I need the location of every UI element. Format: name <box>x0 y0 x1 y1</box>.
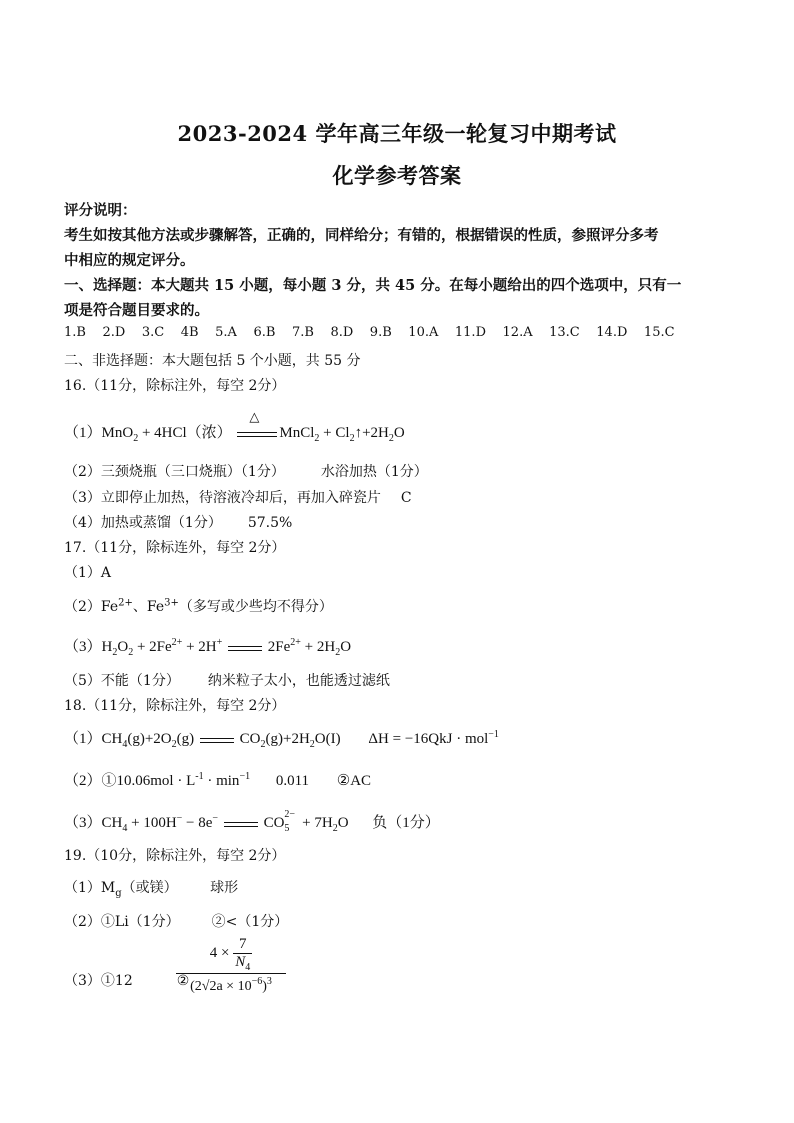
answer-text: （4）加热或蒸馏（1分） <box>64 515 222 531</box>
formula-text: O <box>340 639 352 655</box>
part1-heading-line1: 一、选择题：本大题共 15 小题，每小题 3 分，共 45 分。在每小题给出的四个选项中，只有一 <box>64 277 682 294</box>
rate-text: · min <box>203 773 240 789</box>
subscript: 2 <box>112 647 118 658</box>
formula-text: CH <box>101 731 123 747</box>
answer-text: （2）①Li（1分） <box>64 914 180 930</box>
q19-header: 19.（10分，除标注外，每空 2分） <box>64 848 286 864</box>
answer-title: 化学参考答案 <box>332 163 462 188</box>
q16-answer-1 <box>64 408 734 444</box>
formula-text: N <box>235 954 246 970</box>
formula-text: + 4HCl（浓） <box>138 425 232 441</box>
choice-answers <box>64 325 734 340</box>
formula-text: (g)+2H <box>265 731 310 747</box>
equals-sign <box>224 817 258 831</box>
subscript: 2 <box>128 647 134 658</box>
density-fraction <box>176 936 286 995</box>
formula-text: 4 × <box>209 944 230 961</box>
enthalpy-change: ΔH = −16QkJ · mol <box>368 731 489 747</box>
formula-text: O <box>337 815 349 831</box>
inner-fraction <box>233 936 252 971</box>
equals-sign <box>228 641 262 655</box>
subscript: 2 <box>349 433 355 444</box>
scoring-desc-line2: 中相应的规定评分。 <box>64 252 195 269</box>
answer-item: 5.A <box>215 325 237 340</box>
answer-text: （3）立即停止加热，待溶液冷却后，再加入碎瓷片 <box>64 490 381 506</box>
formula-text: − 8e <box>182 815 213 831</box>
item-number: （1） <box>64 731 102 747</box>
answer-item: 14.D <box>596 325 628 340</box>
answer-marker: ② <box>176 973 190 989</box>
q17-header: 17.（11分，除标连外，每空 2分） <box>64 540 286 556</box>
subscript: 2 <box>332 823 338 834</box>
formula-text: + Cl <box>319 425 350 441</box>
formula-text: O <box>393 425 405 441</box>
fraction-numerator <box>176 936 286 974</box>
superscript: 3+ <box>164 597 179 609</box>
q18-header: 18.（11分，除标注外，每空 2分） <box>64 698 286 714</box>
formula-text: + 2H <box>182 639 217 655</box>
superscript: + <box>216 637 223 648</box>
inner-denominator <box>233 954 252 971</box>
answer-item: 15.C <box>643 325 675 340</box>
answer-item: 8.D <box>330 325 354 340</box>
part2-heading: 二、非选择题：本大题包括 5 个小题，共 55 分 <box>64 353 361 369</box>
answer-item: 12.A <box>502 325 533 340</box>
answer-text: 球形 <box>210 880 239 896</box>
subscript: 2 <box>388 433 394 444</box>
scoring-desc-line1: 考生如按其他方法或步骤解答，正确的，同样给分；有错的，根据错误的性质，参照评分多考 <box>64 227 659 244</box>
part1-heading-line2: 项是符合题目要求的。 <box>64 302 209 319</box>
formula-text: ) <box>262 979 267 994</box>
answer-text: （或镁） <box>121 880 178 896</box>
item-number: （1） <box>64 425 102 441</box>
formula-text: CO <box>239 731 261 747</box>
answer-item: 6.B <box>253 325 276 340</box>
superscript: 2+ <box>171 637 183 648</box>
subscript: 4 <box>122 739 128 750</box>
formula-text: ↑+2H <box>354 425 389 441</box>
superscript: − <box>176 813 183 824</box>
superscript: -1 <box>195 771 204 782</box>
superscript: − <box>212 813 219 824</box>
answer-text: 水浴加热（1分） <box>320 464 428 480</box>
item-number: （3） <box>64 815 102 831</box>
answer-text: ②AC <box>336 773 372 789</box>
rate-text: （2）①10.06mol · L <box>64 773 196 789</box>
answer-text: 、Fe <box>132 599 165 615</box>
formula-text: + 100H <box>127 815 177 831</box>
answer-item: 1.B <box>64 325 86 340</box>
answer-item: 10.A <box>408 325 439 340</box>
superscript: 3 <box>266 976 272 987</box>
formula-text: + 2H <box>300 639 336 655</box>
formula-text: (2√2a × 10 <box>190 979 252 994</box>
answer-text: C <box>400 490 412 506</box>
subscript: 2 <box>260 739 266 750</box>
q17-answer-2 <box>64 596 734 616</box>
heating-condition-equals <box>237 408 277 441</box>
item-number: （3） <box>64 639 102 655</box>
answer-text: 57.5% <box>247 515 293 531</box>
q16-answer-4 <box>64 512 734 532</box>
formula-text: + 2Fe <box>133 639 172 655</box>
answer-item: 13.C <box>549 325 580 340</box>
superscript: −1 <box>239 771 251 782</box>
answer-text: （3）①12 <box>64 973 133 989</box>
q16-answer-3 <box>64 487 734 507</box>
answer-item: 7.B <box>291 325 314 340</box>
q18-answer-2 <box>64 769 734 790</box>
answer-text: ②<（1分） <box>211 914 289 930</box>
subscript: 4 <box>122 823 128 834</box>
answer-text: 负（1分） <box>372 815 440 831</box>
q19-answer-3-label <box>64 970 734 990</box>
q17-answer-3 <box>64 635 734 656</box>
answer-item: 2.D <box>102 325 126 340</box>
answer-text: （5）不能（1分） <box>64 673 180 689</box>
q17-answer-1: （1）A <box>64 565 112 581</box>
subscript: g <box>115 887 122 899</box>
answer-item: 3.C <box>141 325 165 340</box>
answer-item: 4B <box>180 325 199 340</box>
formula-text: (g) <box>176 731 195 747</box>
subscript: 2 <box>309 739 315 750</box>
answer-text: （2）Fe <box>64 599 119 615</box>
answer-text: 0.011 <box>275 773 310 789</box>
q17-answer-5 <box>64 670 734 690</box>
formula-text: MnCl <box>279 425 315 441</box>
formula-text: O(I) <box>314 731 341 747</box>
subscript: 2 <box>314 433 320 444</box>
answer-text: （2）三颈烧瓶（三口烧瓶）（1分） <box>64 464 285 480</box>
subscript: 2 <box>335 647 341 658</box>
formula-text: O <box>117 639 129 655</box>
subscript: 4 <box>245 962 251 973</box>
answer-item: 9.B <box>369 325 392 340</box>
fraction-denominator <box>176 974 286 995</box>
formula-text: + 7H <box>298 815 333 831</box>
scoring-heading: 评分说明： <box>64 202 137 219</box>
heat-triangle-icon: △ <box>249 408 260 424</box>
inner-numerator: 7 <box>233 936 252 954</box>
q18-answer-1 <box>64 727 734 748</box>
answer-text: 纳米粒子太小，也能透过滤纸 <box>207 673 390 689</box>
subscript: 2 <box>133 433 139 444</box>
formula-text: CO <box>263 815 285 831</box>
answer-item: 11.D <box>454 325 486 340</box>
q18-answer-3: $(3)CH_4 + 100H^- - 8e^-$ CO 2− 5 + $7H_2O$ 负（1分） <box>64 809 440 834</box>
exam-title: 2023-2024 学年高三年级一轮复习中期考试 <box>177 121 617 146</box>
subscript: 2 <box>171 739 177 750</box>
q19-answer-1 <box>64 877 734 897</box>
formula-text: (g)+2O <box>127 731 172 747</box>
formula-text: 2Fe <box>267 639 291 655</box>
formula-text: H <box>101 639 113 655</box>
answer-note: （多写或少些均不得分） <box>178 599 333 615</box>
superscript: −6 <box>251 976 263 987</box>
superscript: 2+ <box>290 637 301 648</box>
q16-header: 16.（11分，除标注外，每空 2分） <box>64 378 286 394</box>
superscript: 2+ <box>118 597 133 609</box>
formula-text: CH <box>101 815 123 831</box>
equals-sign <box>200 733 234 747</box>
answer-text: （1）M <box>64 880 116 896</box>
superscript: −1 <box>488 729 499 740</box>
q19-answer-2 <box>64 911 734 931</box>
q16-answer-2 <box>64 461 734 481</box>
formula-text: MnO <box>101 425 134 441</box>
